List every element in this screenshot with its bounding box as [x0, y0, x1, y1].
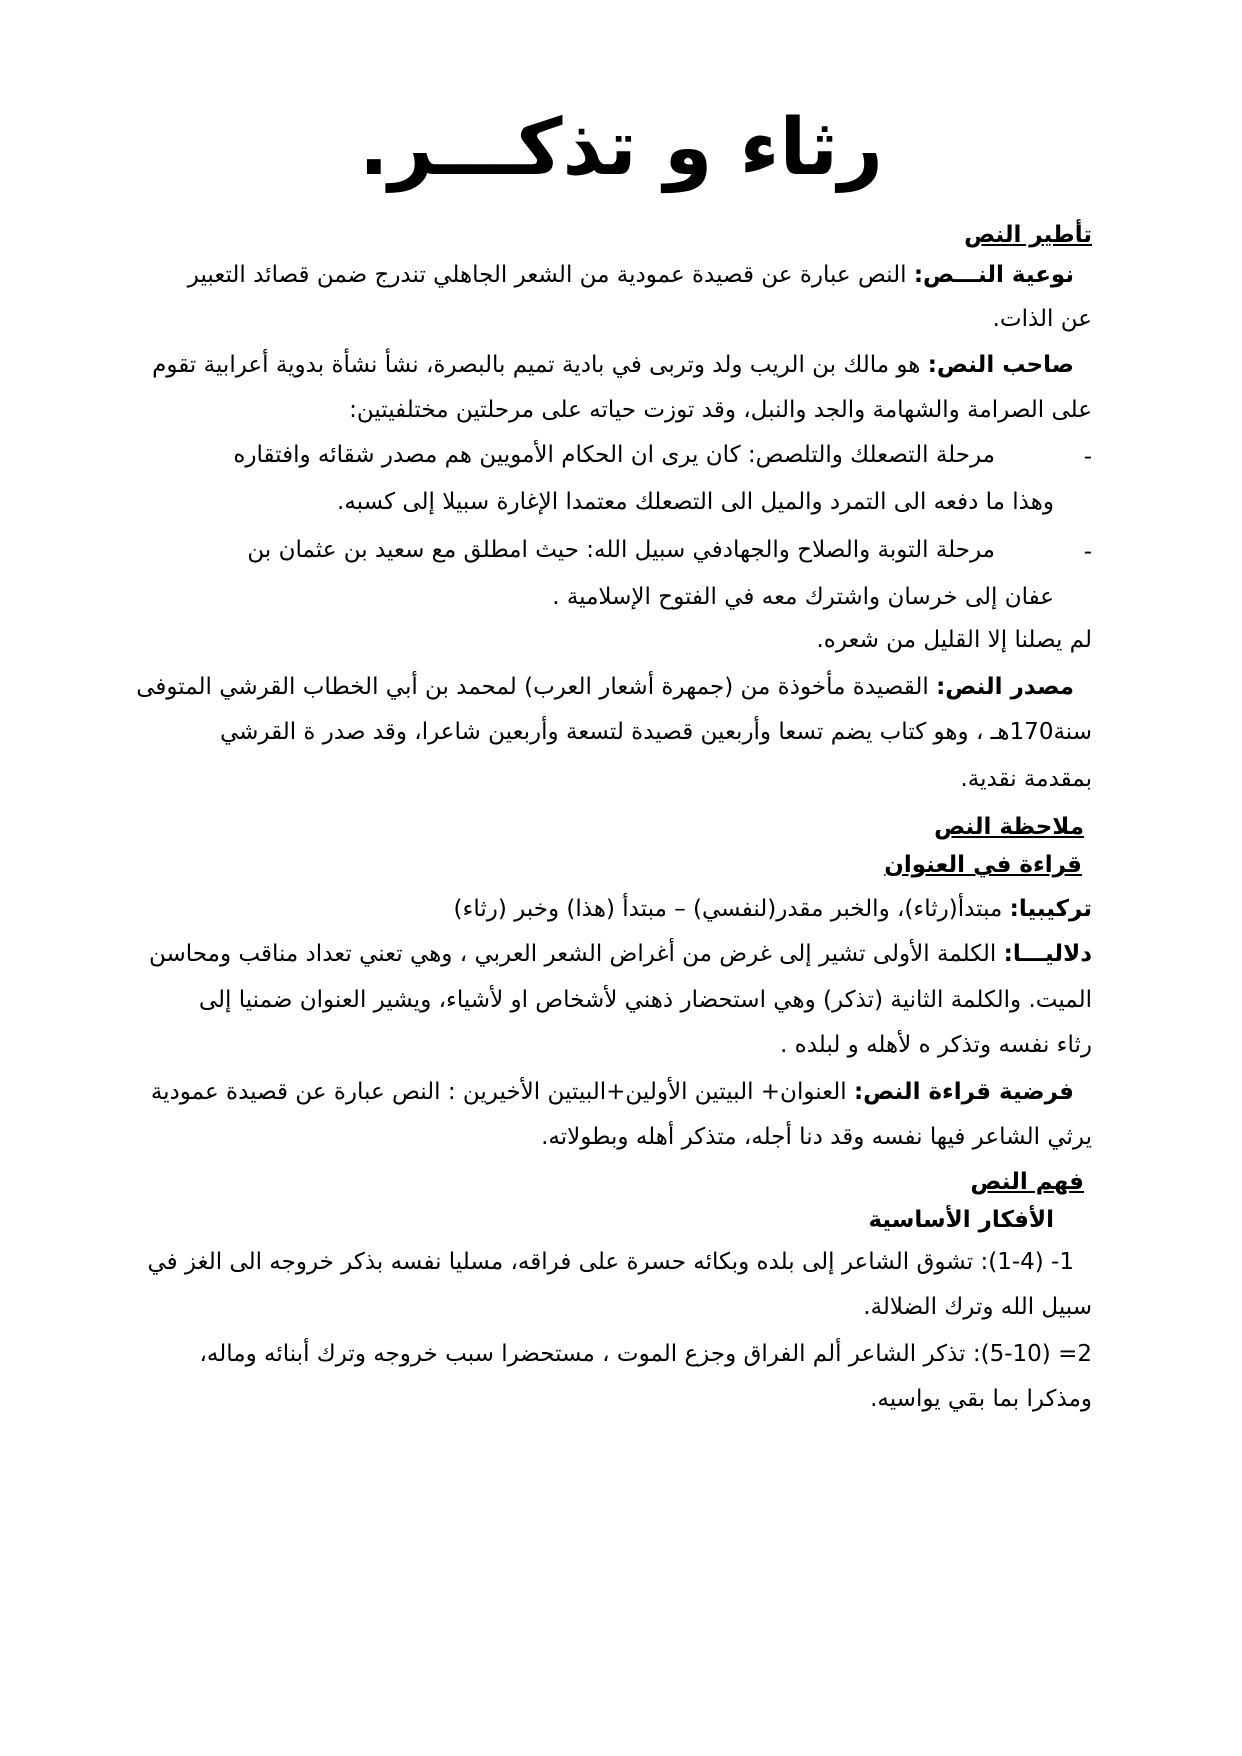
- masdar-line-1: [136, 670, 1074, 704]
- dalali-text: الكلمة الأولى تشير إلى غرض من أغراض الشعر العربي ، وهي تعني تعداد مناقب ومحاسن: [149, 941, 1004, 967]
- idea1-line-1: 1- (1-4): تشوق الشاعر إلى بلده وبكائه حسرة على فراقه، مسليا نفسه بذكر خروجه الى الغز في: [147, 1249, 1074, 1275]
- bullet1-line-1: مرحلة التصعلك والتلصص: كان يرى ان الحكام الأمويين هم مصدر شقائه وافتقاره: [233, 442, 995, 468]
- fardiya-label: فرضية قراءة النص:: [853, 1079, 1074, 1105]
- page-title: رثاء و تذكـــر.: [359, 103, 883, 193]
- idea2-line-2: ومذكرا بما بقي يواسيه.: [870, 1386, 1092, 1412]
- masdar-text: القصيدة مأخوذة من (جمهرة أشعار العرب) لمحمد بن أبي الخطاب القرشي المتوفى: [136, 674, 937, 700]
- masdar-line-3: بمقدمة نقدية.: [960, 766, 1092, 792]
- bullet-dash-1: -: [1083, 444, 1092, 470]
- sahib-line-2: على الصرامة والشهامة والجد والنبل، وقد توزت حياته على مرحلتين مختلفيتين:: [349, 397, 1092, 423]
- idea1-line-2: سبيل الله وترك الضلالة.: [863, 1294, 1092, 1320]
- bullet-dash-2: -: [1083, 539, 1092, 565]
- subheading-afkar: الأفكار الأساسية: [868, 1207, 1054, 1233]
- section-heading-tatir: تأطير النص: [964, 222, 1092, 248]
- fardiya-line-1: [151, 1075, 1074, 1109]
- dalali-line-1: [149, 937, 1092, 971]
- fardiya-text: العنوان+ البيتين الأولين+البيتين الأخيرين : النص عبارة عن قصيدة عمودية: [150, 1079, 854, 1105]
- bullet2-line-2: عفان إلى خرسان واشترك معه في الفتوح الإسلامية .: [552, 584, 1054, 610]
- tarkib-text: مبتدأ(رثاء)، والخبر مقدر(لنفسي) – مبتدأ (هذا) وخبر (رثاء): [453, 896, 1010, 922]
- sahib-line-3: لم يصلنا إلا القليل من شعره.: [816, 627, 1092, 653]
- naw-label: نوعية النـــص:: [913, 262, 1074, 288]
- tarkib-line: [454, 892, 1092, 926]
- masdar-label: مصدر النص:: [936, 674, 1074, 700]
- naw-text: النص عبارة عن قصيدة عمودية من الشعر الجاهلي تندرج ضمن قصائد التعبير: [187, 262, 914, 288]
- dalali-line-3: رثاء نفسه وتذكر ه لأهله و لبلده .: [780, 1032, 1092, 1058]
- naw-line-1: [188, 258, 1074, 292]
- naw-line-2: عن الذات.: [992, 306, 1092, 332]
- fardiya-line-2: يرثي الشاعر فيها نفسه وقد دنا أجله، متذكر أهله وبطولاته.: [541, 1124, 1092, 1150]
- sahib-line-1: [152, 348, 1074, 382]
- sahib-text: هو مالك بن الريب ولد وتربى في بادية تميم بالبصرة، نشأ نشأة بدوية أعرابية تقوم: [152, 352, 928, 378]
- masdar-line-2: سنة170هـ ، وهو كتاب يضم تسعا وأربعين قصيدة لتسعة وأربعين شاعرا، وقد صدر ة القرشي: [219, 719, 1092, 745]
- sahib-label: صاحب النص:: [927, 352, 1074, 378]
- bullet1-line-2: وهذا ما دفعه الى التمرد والميل الى التصعلك معتمدا الإغارة سبيلا إلى كسبه.: [337, 489, 1054, 515]
- subheading-unwan: قراءة في العنوان: [884, 852, 1082, 878]
- section-heading-fahm: فهم النص: [970, 1169, 1084, 1195]
- bullet2-line-1: مرحلة التوبة والصلاح والجهادفي سبيل الله: حيث امطلق مع سعيد بن عثمان بن: [247, 537, 995, 563]
- section-heading-mulahaza: ملاحظة النص: [934, 814, 1084, 840]
- dalali-label: دلاليـــا:: [1003, 941, 1092, 967]
- dalali-line-2: الميت. والكلمة الثانية (تذكر) وهي استحضار ذهني لأشخاص او لأشياء، ويشير العنوان ضمنيا إلى: [198, 987, 1092, 1013]
- tarkib-label: تركيبيا:: [1009, 896, 1092, 922]
- idea2-line-1: 2= (5-10): تذكر الشاعر ألم الفراق وجزع الموت ، مستحضرا سبب خروجه وترك أبنائه وماله،: [199, 1341, 1092, 1367]
